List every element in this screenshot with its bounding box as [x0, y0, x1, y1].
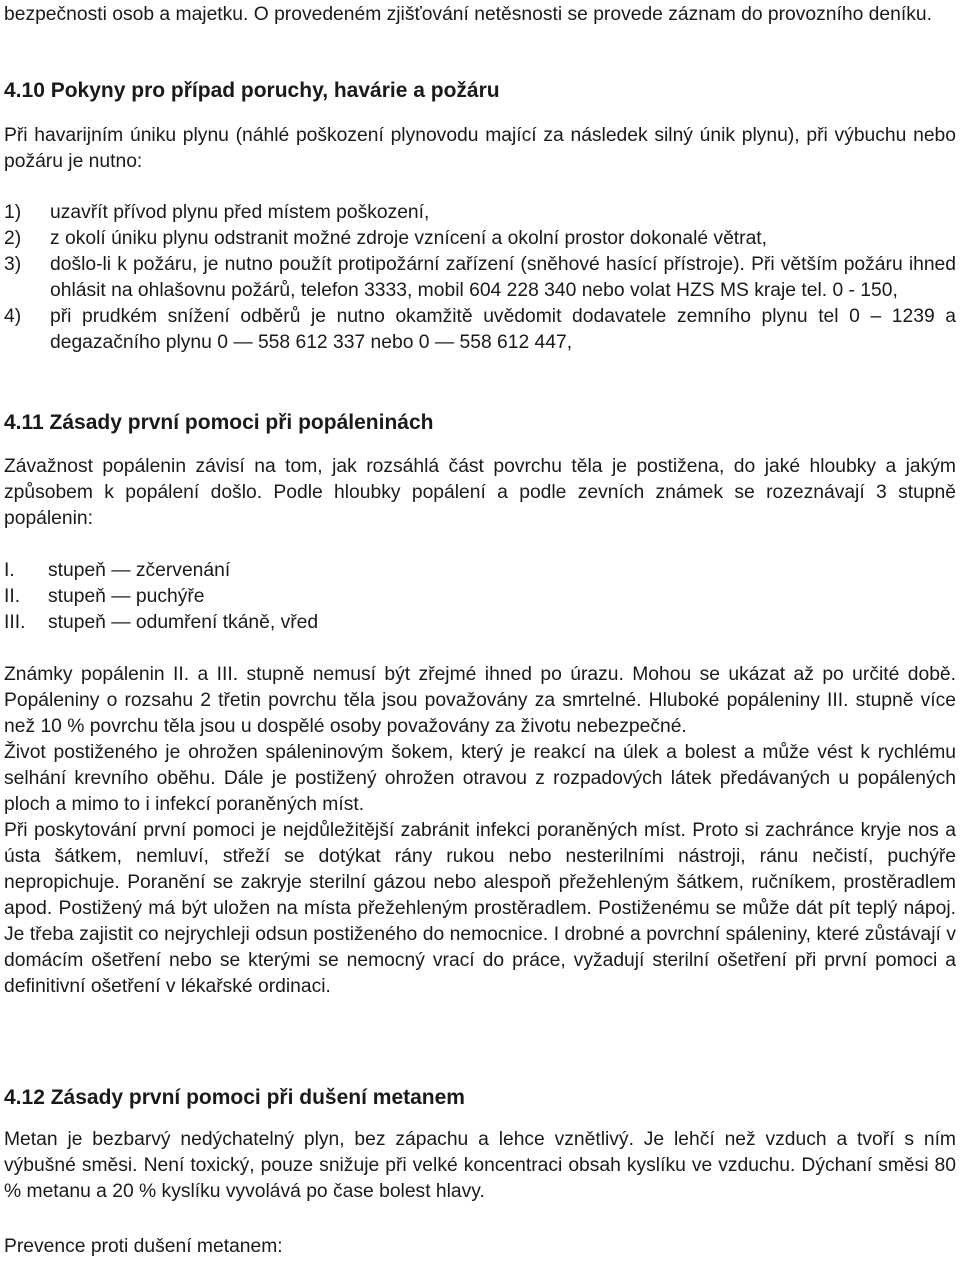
list-item-text: uzavřít přívod plynu před místem poškození,	[50, 202, 430, 223]
burn-degrees-list	[4, 558, 956, 636]
list-item	[4, 226, 956, 252]
list-item-number: 2)	[4, 228, 22, 249]
section-4-11-intro: Závažnost popálenin závisí na tom, jak rozsáhlá část povrchu těla je postižena, do jaké hloubky a jakým způsobem k popálení došlo. Podle hloubky popálení a podle zevních známek se rozeznávají 3 stupně popálenin:	[4, 456, 956, 529]
list-item-number: II.	[4, 586, 21, 607]
paragraph: Život postiženého je ohrožen spáleninovým šokem, který je reakcí na úlek a bolest a může vést k rychlému selhání krevního oběhu. Dále je postižený ohrožen otravou z rozpadových látek předávaných u popálených ploch a mimo to i infekcí poraněných míst.	[4, 742, 956, 815]
list-item-number: III.	[4, 612, 26, 633]
list-item-text: při prudkém snížení odběrů je nutno okamžitě uvědomit dodavatele zemního plynu tel 0 – 1239 a degazačního plynu 0 — 558 612 337 nebo 0 — 558 612 447,	[50, 306, 956, 353]
paragraph: Při poskytování první pomoci je nejdůležitější zabránit infekci poraněných míst. Proto si zachránce kryje nos a ústa šátkem, nemluví, střeží se dotýkat rány rukou nebo nesterilními nástroji, ránu nečistí, puchýře nepropichuje. Poranění se zakryje sterilní gázou nebo alespoň přežehleným šátkem, ručníkem, prostěradlem apod. Postižený má být uložen na místa přežehleným prostěradlem. Postiženému se může dát pít teplý nápoj. Je třeba zajistit co nejrychleji odsun postiženého do nemocnice. I drobné a povrchní spáleniny, které zůstávají v domácím ošetření nebo se kterými se nemocný vrací do práce, vyžadují sterilní ošetření při první pomoci a definitivní ošetření v lékařské ordinaci.	[4, 820, 956, 997]
section-heading-4-11: 4.11 Zásady první pomoci při popáleninách	[4, 411, 434, 434]
list-item	[4, 558, 956, 584]
section-4-11-body	[4, 662, 956, 1000]
prevention-label: Prevence proti dušení metanem:	[4, 1236, 283, 1257]
list-item-text: stupeň — odumření tkáně, vřed	[48, 612, 319, 633]
list-item	[4, 584, 956, 610]
section-heading-4-12: 4.12 Zásady první pomoci při dušení metanem	[4, 1086, 465, 1109]
section-4-12-intro: Metan je bezbarvý nedýchatelný plyn, bez zápachu a lehce vznětlivý. Je lehčí než vzduch a tvoří s ním výbušné směsi. Není toxický, pouze snižuje při velké koncentraci obsah kyslíku ve vzduchu. Dýchaní směsi 80 % metanu a 20 % kyslíku vyvolává po čase bolest hlavy.	[4, 1129, 956, 1202]
list-item	[4, 200, 956, 226]
list-item-text: stupeň — zčervenání	[48, 560, 231, 581]
list-item-text: z okolí úniku plynu odstranit možné zdroje vznícení a okolní prostor dokonalé větrat,	[50, 228, 768, 249]
section-heading-4-10: 4.10 Pokyny pro případ poruchy, havárie a požáru	[4, 79, 500, 102]
list-item-text: došlo-li k požáru, je nutno použít protipožární zařízení (sněhové hasící přístroje). Při větším požáru ihned ohlásit na ohlašovnu požárů, telefon 3333, mobil 604 228 340 nebo volat HZS MS kraje tel. 0 - 150,	[50, 254, 956, 301]
list-item-number: I.	[4, 560, 15, 581]
list-item	[4, 252, 956, 304]
list-item-number: 3)	[4, 254, 22, 275]
emergency-steps-list	[4, 200, 956, 356]
list-item	[4, 304, 956, 356]
paragraph: Známky popálenin II. a III. stupně nemusí být zřejmé ihned po úrazu. Mohou se ukázat až po určité době. Popáleniny o rozsahu 2 třetin povrchu těla jsou považovány za smrtelné. Hluboké popáleniny III. stupně více než 10 % povrchu těla jsou u dospělé osoby považovány za životu nebezpečné.	[4, 664, 956, 737]
list-item	[4, 610, 956, 636]
list-item-text: stupeň — puchýře	[48, 586, 205, 607]
section-4-10-intro: Při havarijním úniku plynu (náhlé poškození plynovodu mající za následek silný únik plynu), při výbuchu nebo požáru je nutno:	[4, 125, 956, 172]
list-item-number: 4)	[4, 306, 22, 327]
continued-paragraph: bezpečnosti osob a majetku. O provedeném zjišťování netěsnosti se provede záznam do provozního deníku.	[4, 4, 932, 25]
list-item-number: 1)	[4, 202, 22, 223]
